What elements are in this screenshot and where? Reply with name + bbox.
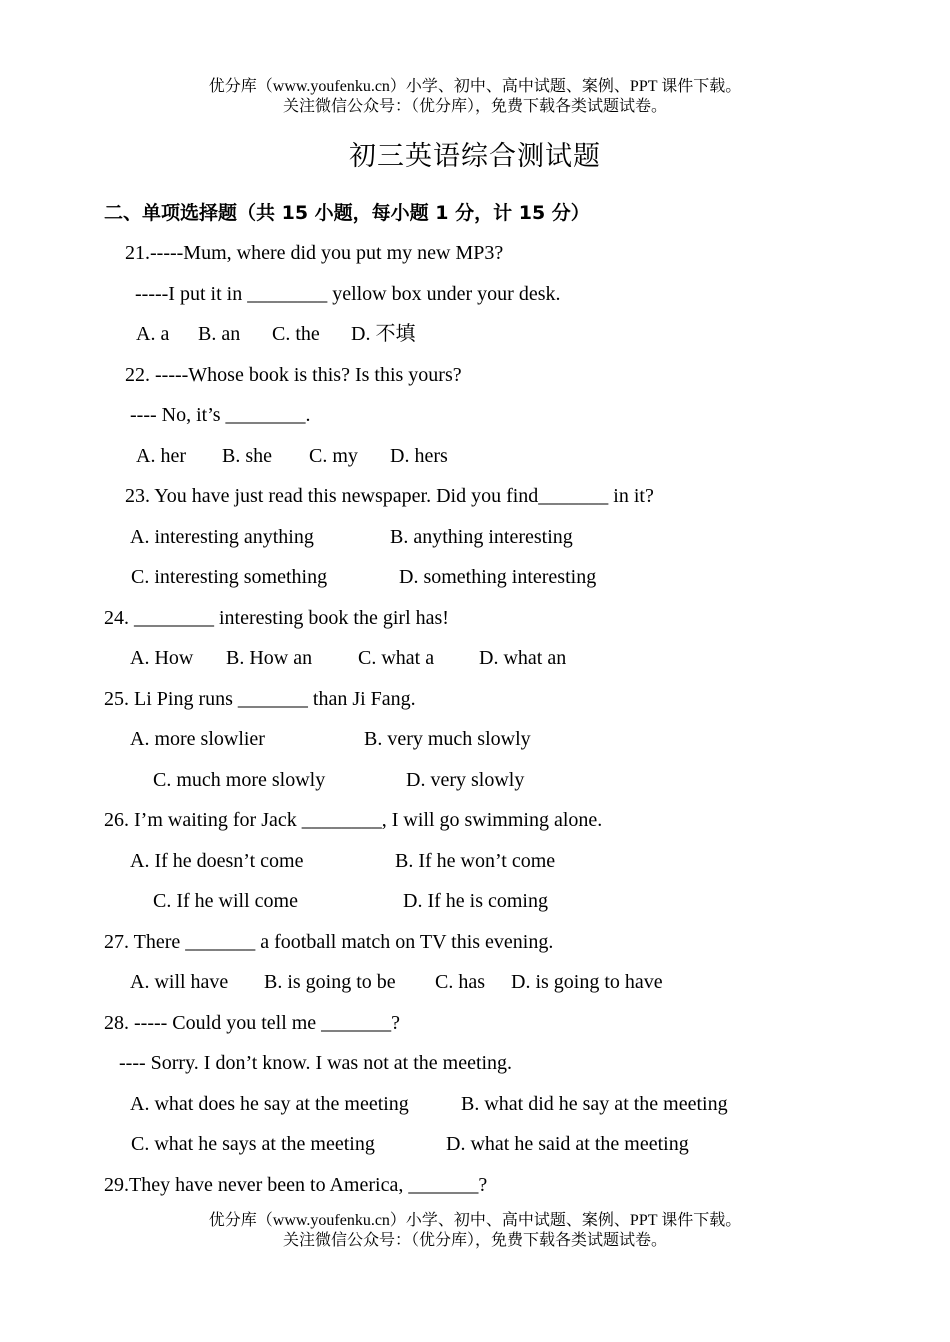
question-28-reply: ---- Sorry. I don’t know. I was not at the meeting. bbox=[119, 1052, 513, 1074]
question-24-stem: 24. ________ interesting book the girl has! bbox=[104, 607, 449, 629]
question-23-option-a: A. interesting anything bbox=[130, 526, 314, 548]
question-25-option-d: D. very slowly bbox=[406, 769, 525, 791]
question-26-option-c: C. If he will come bbox=[153, 890, 298, 912]
question-27-option-d: D. is going to have bbox=[511, 971, 663, 993]
question-23-stem: 23. You have just read this newspaper. Did you find_______ in it? bbox=[125, 485, 654, 507]
question-29-stem: 29.They have never been to America, _______? bbox=[104, 1174, 488, 1196]
question-21-option-b: B. an bbox=[198, 323, 241, 345]
question-27-stem: 27. There _______ a football match on TV this evening. bbox=[104, 931, 554, 953]
header-line-1: 优分库（www.youfenku.cn）小学、初中、高中试题、案例、PPT 课件下载。 bbox=[208, 78, 742, 95]
page-title: 初三英语综合测试题 bbox=[349, 141, 601, 171]
question-25-option-c: C. much more slowly bbox=[153, 769, 326, 791]
question-25-option-b: B. very much slowly bbox=[364, 728, 531, 750]
question-26-option-d: D. If he is coming bbox=[403, 890, 548, 912]
question-26-option-b: B. If he won’t come bbox=[395, 850, 556, 872]
header-line-2: 关注微信公众号：（优分库），免费下载各类试题试卷。 bbox=[282, 98, 667, 115]
question-24-option-c: C. what a bbox=[358, 647, 435, 669]
question-27-option-c: C. has bbox=[435, 971, 485, 993]
question-24-option-d: D. what an bbox=[479, 647, 567, 669]
question-21-option-a: A. a bbox=[136, 323, 170, 345]
question-26-option-a: A. If he doesn’t come bbox=[130, 850, 304, 872]
footer-line-2: 关注微信公众号：（优分库），免费下载各类试题试卷。 bbox=[282, 1232, 667, 1249]
question-28-option-d: D. what he said at the meeting bbox=[446, 1133, 689, 1155]
question-23-option-b: B. anything interesting bbox=[390, 526, 573, 548]
question-22-option-d: D. hers bbox=[390, 445, 448, 467]
question-22-reply: ---- No, it’s ________. bbox=[130, 404, 311, 426]
question-21-option-c: C. the bbox=[272, 323, 320, 345]
question-27-option-b: B. is going to be bbox=[264, 971, 396, 993]
question-23-option-c: C. interesting something bbox=[131, 566, 328, 588]
question-28-option-c: C. what he says at the meeting bbox=[131, 1133, 375, 1155]
question-27-option-a: A. will have bbox=[130, 971, 229, 993]
question-21-option-d: D. 不填 bbox=[351, 323, 416, 345]
question-22-option-a: A. her bbox=[136, 445, 186, 467]
question-22-option-b: B. she bbox=[222, 445, 272, 467]
question-28-stem: 28. ----- Could you tell me _______? bbox=[104, 1012, 401, 1034]
question-28-option-a: A. what does he say at the meeting bbox=[130, 1093, 409, 1115]
question-26-stem: 26. I’m waiting for Jack ________, I will go swimming alone. bbox=[104, 809, 603, 831]
question-28-option-b: B. what did he say at the meeting bbox=[461, 1093, 728, 1115]
footer-line-1: 优分库（www.youfenku.cn）小学、初中、高中试题、案例、PPT 课件下载。 bbox=[208, 1212, 742, 1229]
section-heading: 二、单项选择题（共 15 小题，每小题 1 分，计 15 分） bbox=[104, 202, 590, 224]
question-24-option-a: A. How bbox=[130, 647, 194, 669]
question-21-reply: -----I put it in ________ yellow box under your desk. bbox=[135, 283, 561, 305]
question-22-option-c: C. my bbox=[309, 445, 358, 467]
question-25-option-a: A. more slowlier bbox=[130, 728, 265, 750]
question-23-option-d: D. something interesting bbox=[399, 566, 597, 588]
question-22-stem: 22. -----Whose book is this? Is this yours? bbox=[125, 364, 462, 386]
question-21-stem: 21.-----Mum, where did you put my new MP3? bbox=[125, 242, 504, 264]
question-25-stem: 25. Li Ping runs _______ than Ji Fang. bbox=[104, 688, 416, 710]
question-24-option-b: B. How an bbox=[226, 647, 313, 669]
